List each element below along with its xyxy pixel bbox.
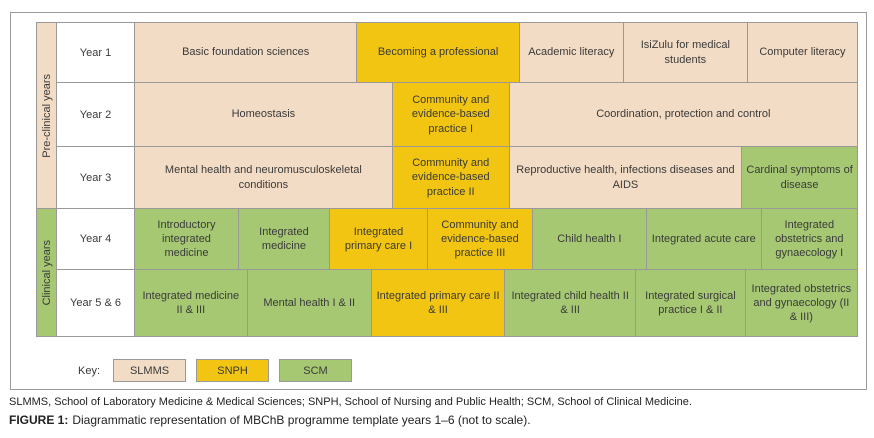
band-rows xyxy=(57,209,857,336)
module-label: Integrated acute care xyxy=(651,232,756,245)
year-label: Year 5 & 6 xyxy=(57,270,135,336)
module-cell-snph xyxy=(393,83,510,146)
year-label: Year 4 xyxy=(57,209,135,269)
module-cell-scm xyxy=(239,209,330,269)
legend-key-label: Key: xyxy=(78,364,101,377)
band-label-text: Pre-clinical years xyxy=(40,73,53,158)
figure-caption-text: Diagrammatic representation of MBChB programme template years 1–6 (not to scale). xyxy=(72,412,531,427)
module-label: Integrated child health II & III xyxy=(511,289,629,316)
module-cell-slmms xyxy=(510,147,742,208)
year-row xyxy=(57,83,857,147)
year-label: Year 3 xyxy=(57,147,135,208)
module-label: Homeostasis xyxy=(231,108,296,121)
module-label: Integrated primary care I xyxy=(344,225,413,252)
module-label: Introductory integrated medicine xyxy=(157,218,216,260)
module-label: Basic foundation sciences xyxy=(182,46,310,59)
module-label: Integrated obstetrics and gynaecology (II & III) xyxy=(751,282,852,324)
legend-swatch-snph: SNPH xyxy=(196,359,269,382)
band-label-text: Clinical years xyxy=(40,239,53,306)
caption-abbreviations: SLMMS, School of Laboratory Medicine & Medical Sciences; SNPH, School of Nursing and Public Health; SCM, School of Clinical Medicine. xyxy=(9,396,692,408)
year-label: Year 2 xyxy=(57,83,135,146)
module-label: Academic literacy xyxy=(528,46,615,59)
row-cells xyxy=(135,83,857,146)
band-label xyxy=(37,209,57,336)
legend xyxy=(78,359,362,382)
module-label: Community and evidence-based practice II xyxy=(411,157,490,198)
module-cell-scm xyxy=(762,209,857,269)
module-label: Integrated obstetrics and gynaecology I xyxy=(775,218,844,260)
module-cell-scm xyxy=(135,209,239,269)
module-cell-snph xyxy=(357,23,519,82)
legend-swatch-scm: SCM xyxy=(279,359,352,382)
module-label: Integrated medicine II & III xyxy=(142,289,240,316)
module-label: Mental health and neuromusculoskeletal conditions xyxy=(164,164,362,191)
module-cell-snph xyxy=(393,147,510,208)
module-cell-scm xyxy=(248,270,372,336)
row-cells xyxy=(135,270,857,336)
figure-captions xyxy=(9,395,869,427)
module-cell-slmms xyxy=(624,23,748,82)
module-cell-scm xyxy=(135,270,248,336)
module-label: Integrated surgical practice I & II xyxy=(645,289,736,316)
module-cell-slmms xyxy=(135,83,393,146)
module-label: Integrated primary care II & III xyxy=(376,289,500,316)
module-cell-scm xyxy=(533,209,647,269)
year-row xyxy=(57,270,857,336)
module-label: Becoming a professional xyxy=(377,46,499,59)
module-cell-snph xyxy=(372,270,506,336)
year-row xyxy=(57,209,857,270)
module-cell-snph xyxy=(428,209,533,269)
band xyxy=(37,23,857,208)
module-cell-snph xyxy=(330,209,428,269)
module-label: Cardinal symptoms of disease xyxy=(746,164,853,191)
row-cells xyxy=(135,23,857,82)
module-cell-slmms xyxy=(748,23,857,82)
band-rows xyxy=(57,23,857,208)
figure-caption-label: FIGURE 1: xyxy=(9,412,69,427)
band xyxy=(37,208,857,336)
year-row xyxy=(57,147,857,208)
module-label: Computer literacy xyxy=(759,46,846,59)
year-row xyxy=(57,23,857,83)
module-cell-scm xyxy=(505,270,636,336)
year-label: Year 1 xyxy=(57,23,135,82)
programme-diagram xyxy=(36,22,858,337)
figure-caption xyxy=(9,413,869,427)
module-label: Mental health I & II xyxy=(263,296,356,309)
band-label xyxy=(37,23,57,208)
module-label: Child health I xyxy=(557,232,622,245)
module-cell-slmms xyxy=(520,23,624,82)
legend-swatch-slmms: SLMMS xyxy=(113,359,186,382)
module-label: IsiZulu for medical students xyxy=(640,39,730,66)
module-cell-scm xyxy=(636,270,746,336)
module-cell-slmms xyxy=(135,147,393,208)
row-cells xyxy=(135,209,857,269)
module-cell-slmms xyxy=(510,83,857,146)
module-cell-scm xyxy=(746,270,857,336)
module-label: Community and evidence-based practice III xyxy=(441,218,519,260)
module-label: Reproductive health, infections diseases and AIDS xyxy=(516,164,735,191)
row-cells xyxy=(135,147,857,208)
module-cell-slmms xyxy=(135,23,357,82)
module-label: Community and evidence-based practice I xyxy=(411,94,490,135)
module-label: Coordination, protection and control xyxy=(596,108,771,121)
figure-box xyxy=(10,12,867,390)
module-cell-scm xyxy=(742,147,857,208)
module-cell-scm xyxy=(647,209,762,269)
module-label: Integrated medicine xyxy=(259,225,309,252)
